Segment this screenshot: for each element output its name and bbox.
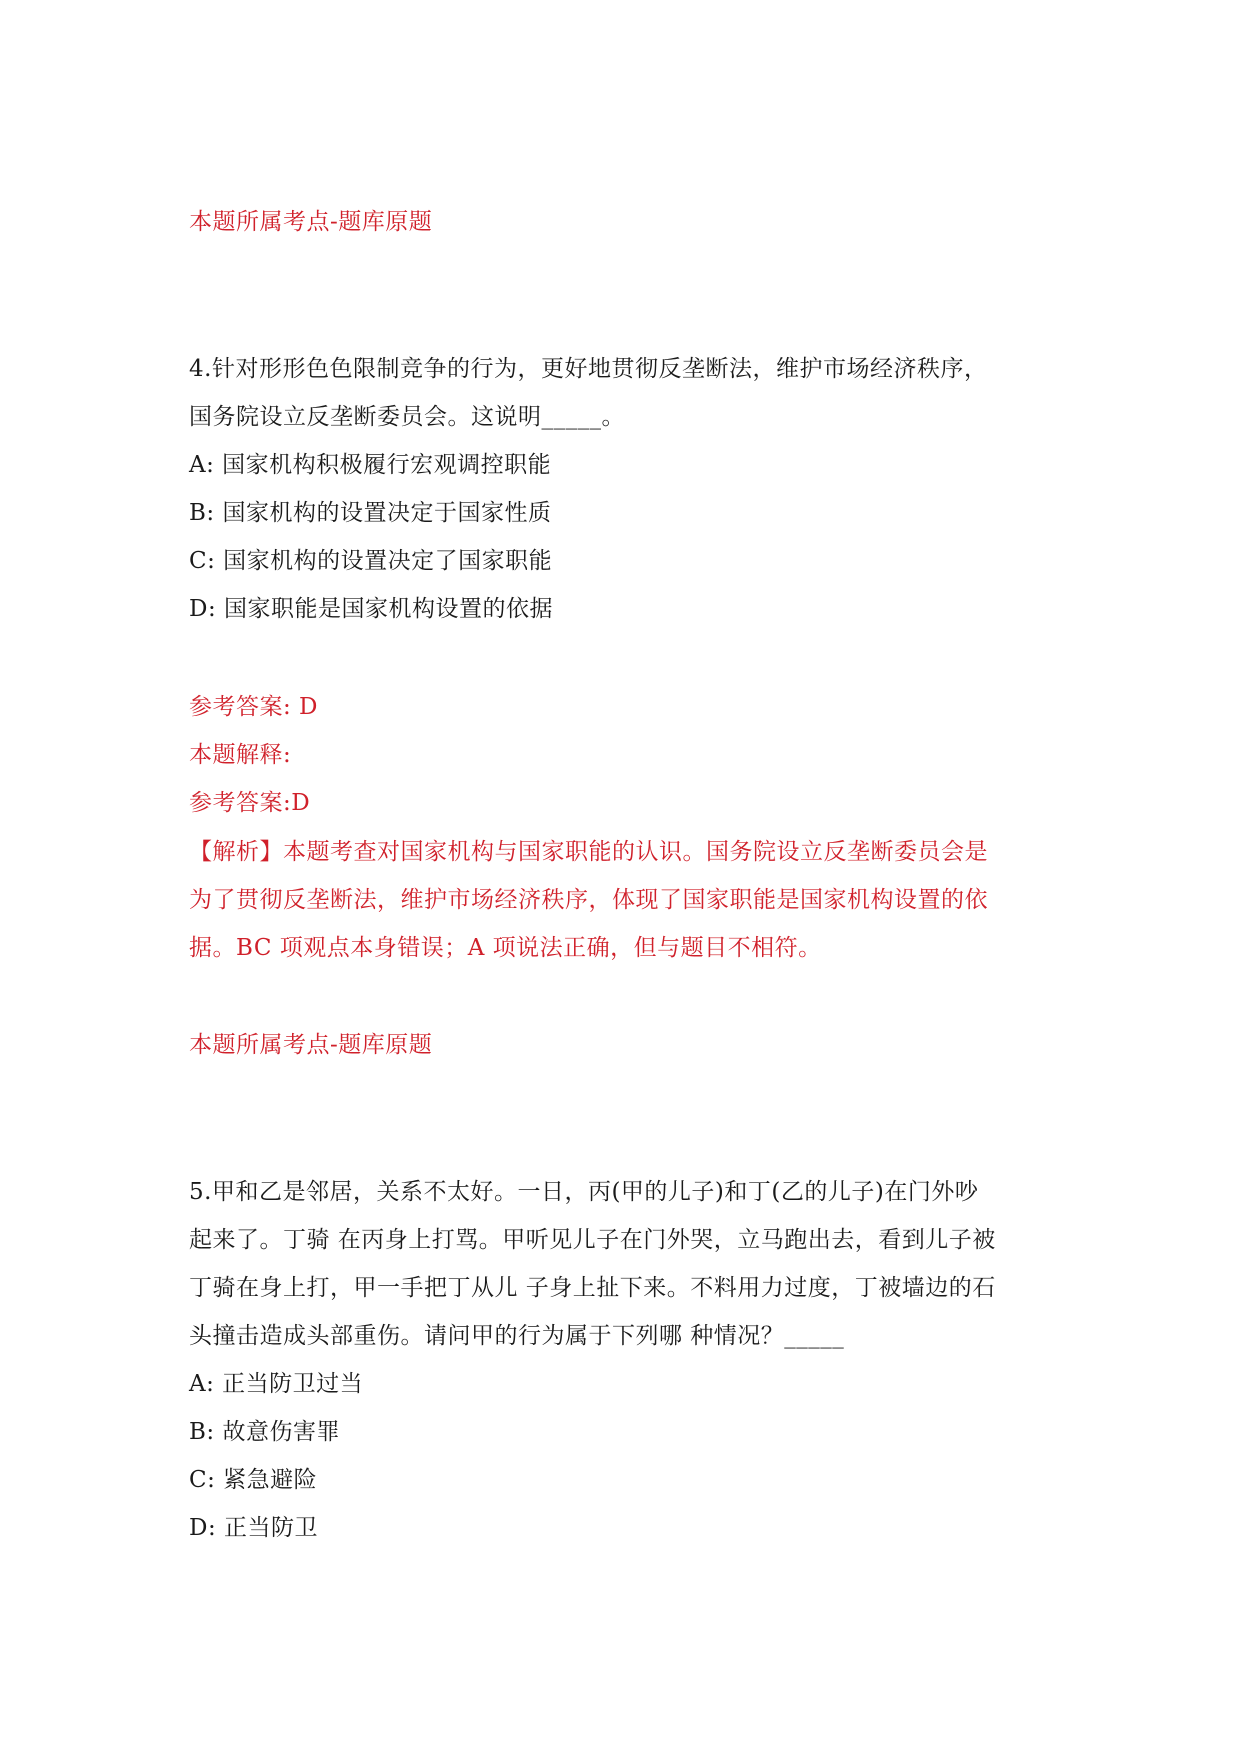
option-label: B: [189,1419,215,1445]
option-b [189,1417,340,1447]
option-label: A: [189,1371,215,1397]
option-text: 紧急避险 [223,1467,318,1493]
source-tag: 本题所属考点-题库原题 [189,1032,433,1058]
analysis-line: 据。BC 项观点本身错误；A 项说法正确，但与题目不相符。 [189,935,822,961]
option-a [189,1369,363,1399]
option-d [189,1513,318,1543]
reference-answer-2: 参考答案:D [189,790,311,816]
option-label: D: [189,1515,217,1541]
option-text: 国家机构积极履行宏观调控职能 [222,452,552,478]
question-stem-line: 丁骑在身上打，甲一手把丁从儿 子身上扯下来。不料用力过度，丁被墙边的石 [189,1275,996,1301]
option-c [189,546,552,576]
option-label: B: [189,500,215,526]
option-label: A: [189,452,215,478]
option-text: 国家机构的设置决定了国家职能 [223,548,553,574]
option-c [189,1465,317,1495]
option-b [189,498,551,528]
question-stem-line: 起来了。丁骑 在丙身上打骂。甲听见儿子在门外哭，立马跑出去，看到儿子被 [189,1227,996,1253]
option-d [189,594,553,624]
option-text: 正当防卫 [224,1515,319,1541]
reference-answer: 参考答案: D [189,694,319,720]
option-text: 国家机构的设置决定于国家性质 [222,500,552,526]
question-stem-line: 国务院设立反垄断委员会。这说明_____。 [189,404,625,430]
question-stem-line: 5.甲和乙是邻居，关系不太好。一日，丙(甲的儿子)和丁(乙的儿子)在门外吵 [189,1179,979,1205]
question-stem-line: 4.针对形形色色限制竞争的行为，更好地贯彻反垄断法，维护市场经济秩序， [189,356,988,382]
option-label: D: [189,596,217,622]
option-text: 故意伤害罪 [222,1419,340,1445]
option-label: C: [189,548,216,574]
explanation-label: 本题解释: [189,742,292,768]
analysis-line: 【解析】本题考查对国家机构与国家职能的认识。国务院设立反垄断委员会是 [189,839,988,865]
source-tag: 本题所属考点-题库原题 [189,209,433,235]
option-text: 国家职能是国家机构设置的依据 [224,596,554,622]
question-stem-line: 头撞击造成头部重伤。请问甲的行为属于下列哪 种情况？_____ [189,1323,845,1349]
analysis-line: 为了贯彻反垄断法，维护市场经济秩序，体现了国家职能是国家机构设置的依 [189,887,988,913]
option-label: C: [189,1467,216,1493]
option-text: 正当防卫过当 [222,1371,364,1397]
option-a [189,450,551,480]
